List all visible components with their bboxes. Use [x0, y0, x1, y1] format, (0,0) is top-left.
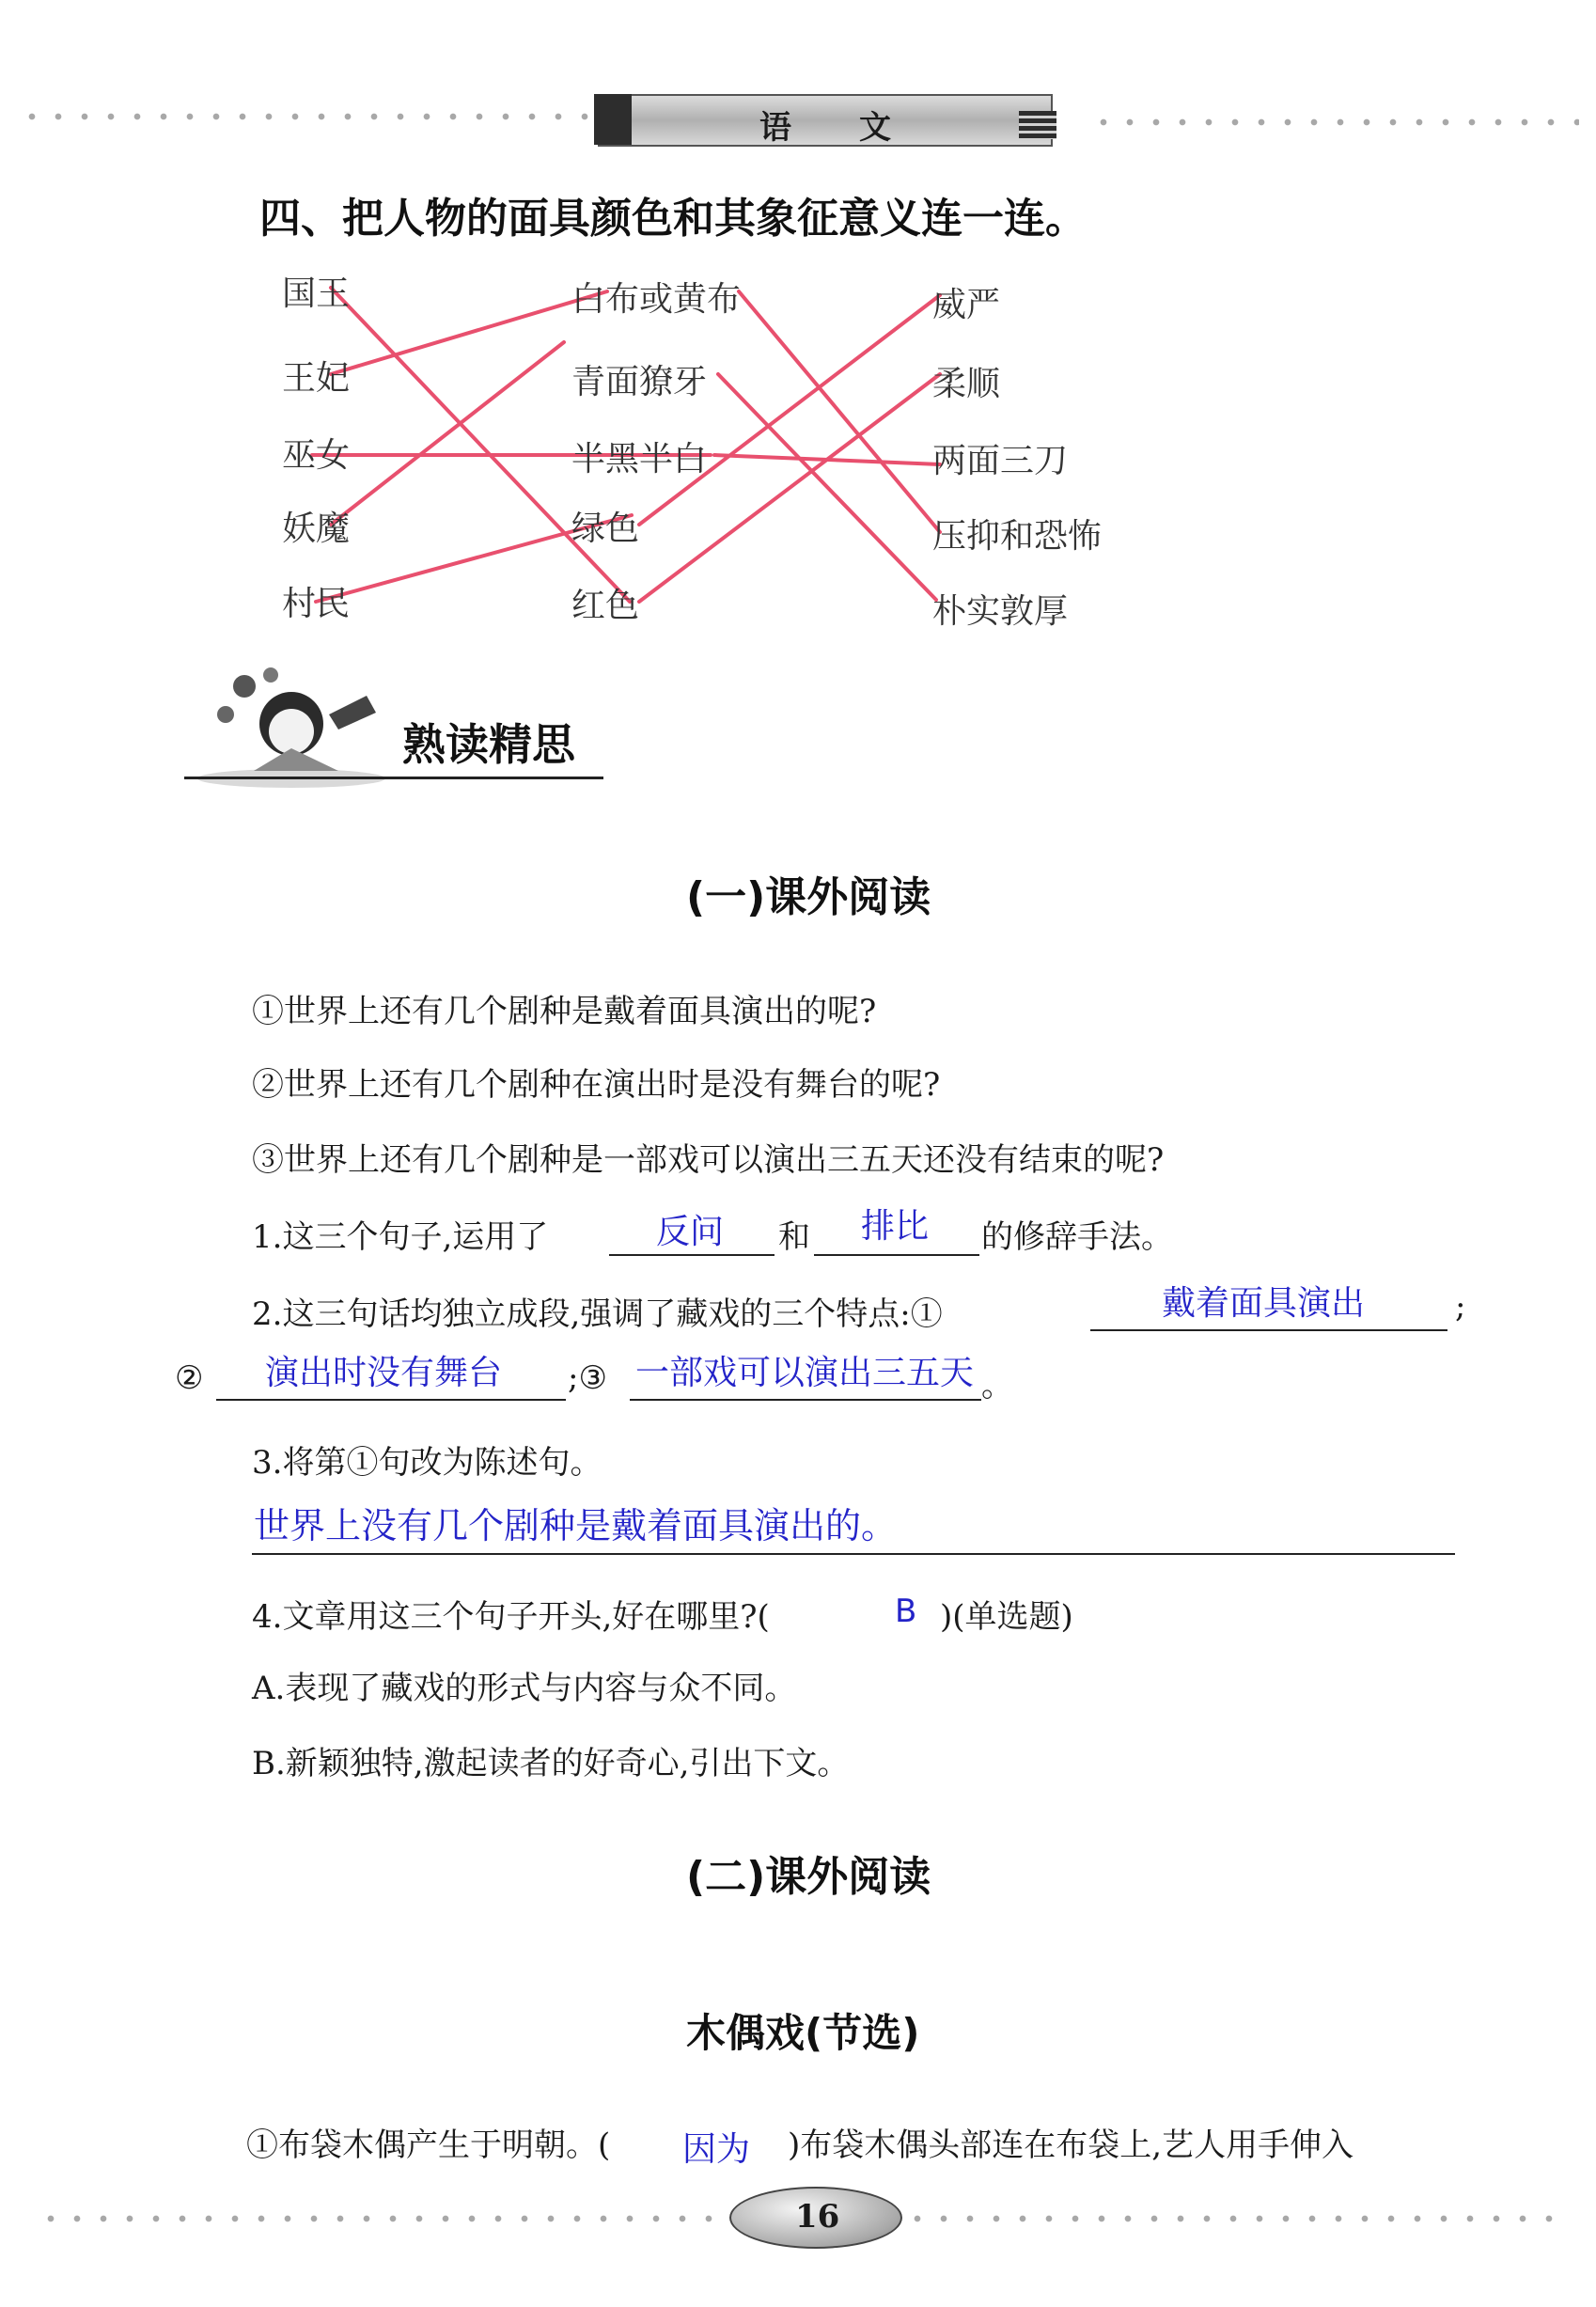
person-item: 妖魔	[282, 510, 351, 548]
meaning-item: 柔顺	[932, 365, 1001, 403]
banner-underline	[184, 777, 603, 779]
mask-item: 青面獠牙	[571, 363, 708, 401]
q2-marker2: ②	[175, 1359, 204, 1397]
q2-prefix: 2.这三句话均独立成段,强调了藏戏的三个特点:①	[252, 1295, 943, 1333]
q2-answer3: 一部戏可以演出三五天	[635, 1354, 975, 1392]
q2-blank3	[630, 1399, 981, 1401]
q2-end: 。	[981, 1367, 1013, 1405]
sentence-1: ①世界上还有几个剧种是戴着面具演出的呢?	[252, 993, 877, 1030]
q4-option-b: B.新颖独特,激起读者的好奇心,引出下文。	[252, 1745, 850, 1782]
q4-prompt-pre: 4.文章用这三个句子开头,好在哪里?(	[252, 1598, 770, 1636]
q1-blank1	[609, 1254, 775, 1256]
page-number: 16	[795, 2198, 840, 2236]
q1-answer1: 反问	[656, 1213, 725, 1251]
matching-lines	[0, 0, 1596, 658]
section4-title: 四、把人物的面具颜色和其象征意义连一连。	[259, 195, 1087, 243]
q2-blank1	[1090, 1329, 1447, 1331]
sentence-3: ③世界上还有几个剧种是一部戏可以演出三五天还没有结束的呢?	[252, 1141, 1165, 1179]
q1-prefix: 1.这三个句子,运用了	[252, 1218, 549, 1256]
footer-dots-left	[38, 2215, 733, 2222]
mask-item: 红色	[571, 587, 640, 625]
q2-blank2	[216, 1399, 566, 1401]
q3-blank	[252, 1553, 1455, 1555]
meaning-item: 压抑和恐怖	[932, 517, 1103, 556]
sentence-2: ②世界上还有几个剧种在演出时是没有舞台的呢?	[252, 1066, 941, 1104]
q2-answer2: 演出时没有舞台	[265, 1354, 503, 1392]
q1-blank2	[814, 1254, 979, 1256]
reading2-passage-title: 木偶戏(节选)	[686, 2010, 920, 2056]
meaning-item: 威严	[932, 286, 1001, 324]
q2-semicolon1: ;	[1455, 1288, 1466, 1326]
header-subject-char1: 语	[759, 109, 791, 147]
mask-item: 半黑半白	[571, 440, 708, 479]
reading2-p1-answer: 因为	[682, 2130, 751, 2169]
q1-middle: 和	[778, 1218, 810, 1256]
line-baibu-yayi	[739, 291, 940, 532]
mask-item: 绿色	[571, 510, 640, 548]
person-item: 巫女	[282, 436, 351, 475]
reading1-heading: (一)课外阅读	[686, 873, 931, 921]
meaning-item: 朴实敦厚	[932, 592, 1069, 631]
header-subject-char2: 文	[859, 109, 891, 147]
q1-answer2: 排比	[861, 1207, 930, 1246]
person-item: 国王	[282, 275, 351, 313]
person-item: 村民	[282, 585, 351, 623]
reading2-p1-post: )布袋木偶头部连在布袋上,艺人用手伸入	[788, 2127, 1354, 2164]
q2-answer1: 戴着面具演出	[1162, 1284, 1366, 1323]
q4-answer: B	[895, 1593, 917, 1630]
mask-item: 白布或黄布	[571, 280, 742, 319]
banner-title: 熟读精思	[402, 719, 575, 770]
q4-prompt-post: )(单选题)	[940, 1598, 1073, 1636]
meaning-item: 两面三刀	[932, 442, 1069, 480]
reading2-p1-pre: ①布袋木偶产生于明朝。(	[246, 2127, 611, 2164]
q1-suffix: 的修辞手法。	[981, 1218, 1173, 1256]
person-item: 王妃	[282, 359, 351, 398]
q2-sep2: ;③	[568, 1359, 607, 1397]
reading-girl-icon	[188, 658, 395, 790]
reading2-heading: (二)课外阅读	[686, 1853, 931, 1901]
q3-answer: 世界上没有几个剧种是戴着面具演出的。	[254, 1505, 898, 1546]
q3-prompt: 3.将第①句改为陈述句。	[252, 1444, 602, 1482]
page-number-badge	[729, 2187, 902, 2249]
footer-dots-right	[904, 2215, 1562, 2222]
q4-option-a: A.表现了藏戏的形式与内容与众不同。	[252, 1670, 797, 1707]
